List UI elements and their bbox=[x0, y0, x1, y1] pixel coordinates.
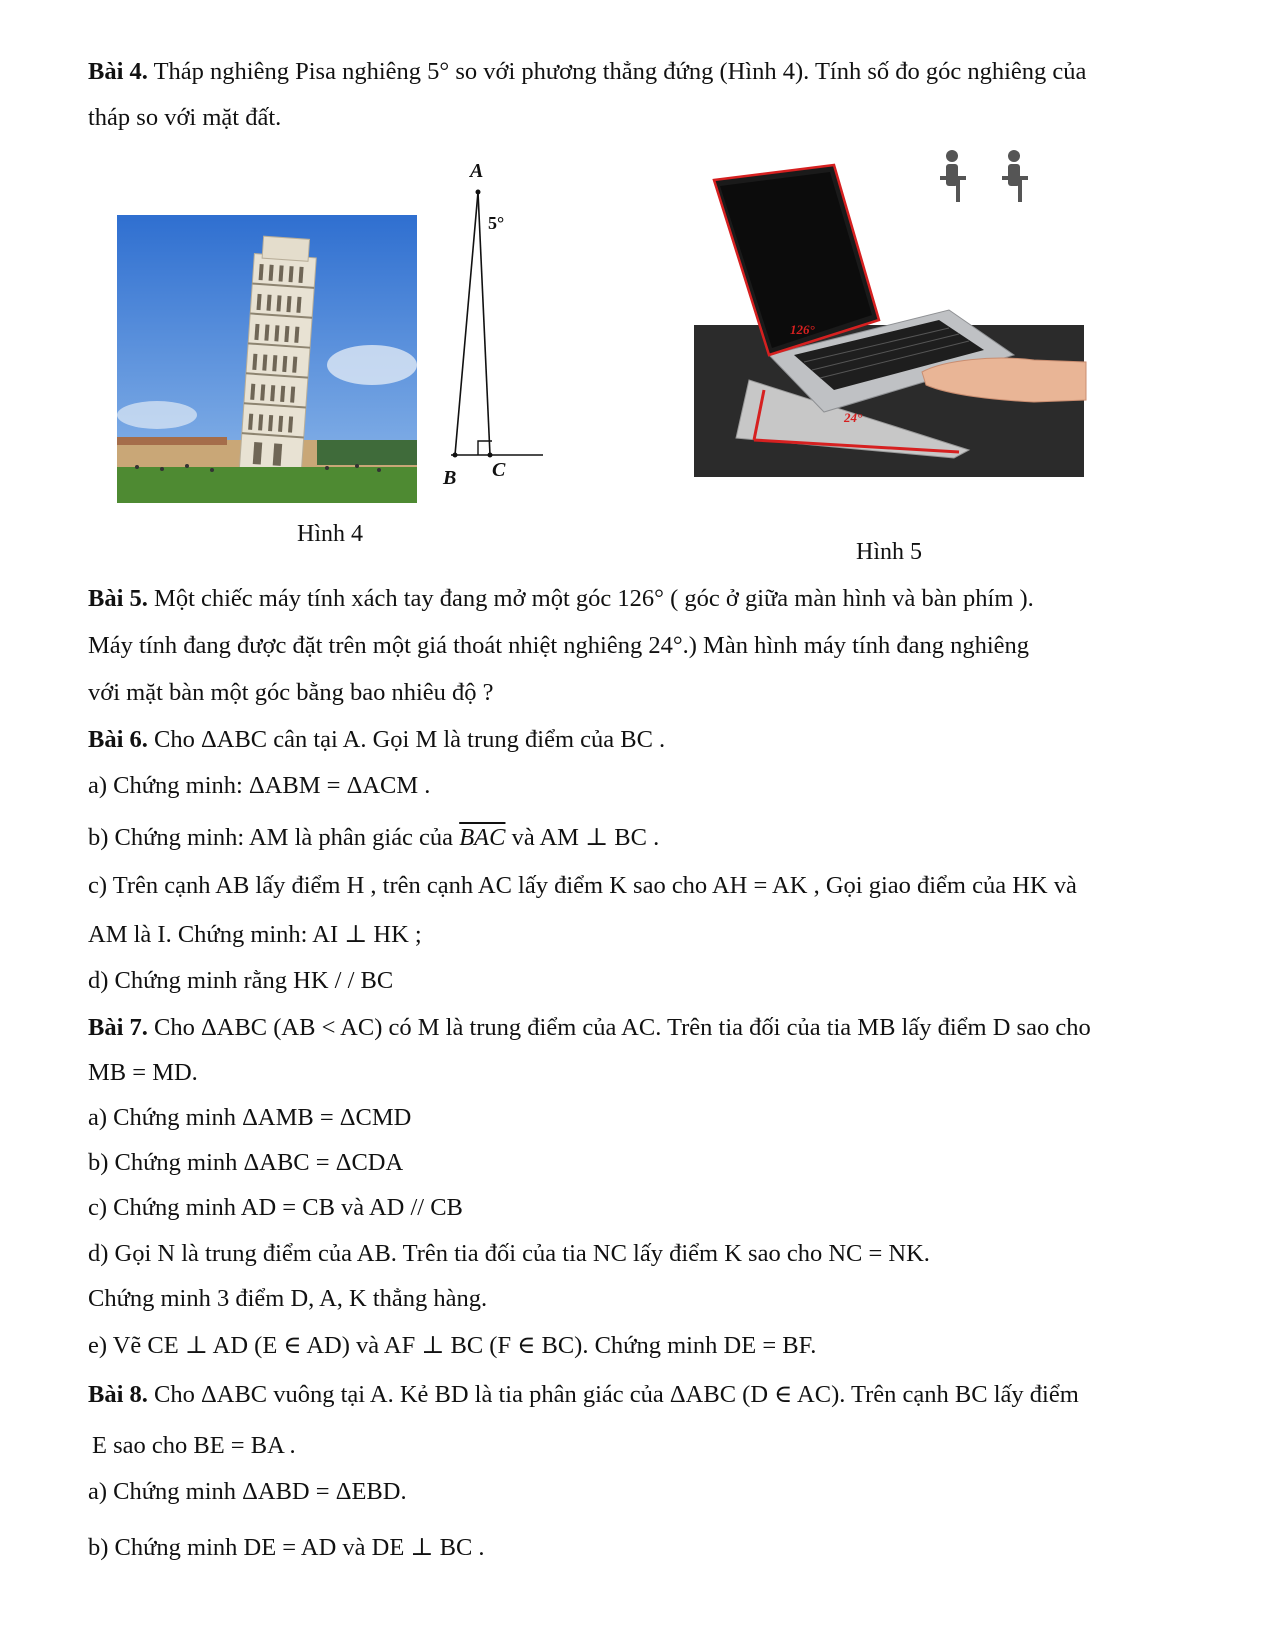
bai8-b: b) Chứng minh DE = AD và DE ⊥ BC . bbox=[88, 1534, 485, 1561]
bai7-label: Bài 7. bbox=[88, 1014, 148, 1041]
bai8-line1 bbox=[88, 1379, 1079, 1409]
bai6-b bbox=[88, 822, 659, 852]
point-c-label: C bbox=[492, 459, 506, 481]
bai4-line2: tháp so với mặt đất. bbox=[88, 104, 282, 131]
bai7-e: e) Vẽ CE ⊥ AD (E ∈ AD) và AF ⊥ BC (F ∈ BC). Chứng minh DE = BF. bbox=[88, 1332, 817, 1359]
bai5-text1: Một chiếc máy tính xách tay đang mở một góc 126° ( góc ở giữa màn hình và bàn phím ). bbox=[147, 585, 1034, 612]
bai7-text1: Cho ΔABC (AB < AC) có M là trung điểm của AC. Trên tia đối của tia MB lấy điểm D sao cho bbox=[147, 1014, 1091, 1041]
bai7-line1 bbox=[88, 1014, 1091, 1042]
bai4-line1 bbox=[88, 58, 1086, 86]
bai4-text-a: Tháp nghiêng Pisa nghiêng bbox=[147, 58, 428, 85]
point-b-label: B bbox=[443, 467, 457, 489]
bai6-b-arc: $\overline{BAC}$ bbox=[459, 824, 506, 851]
bai6-c2: AM là I. Chứng minh: AI ⊥ HK ; bbox=[88, 921, 422, 948]
point-a-label: A bbox=[470, 160, 484, 182]
bai8-line2: E sao cho BE = BA . bbox=[92, 1432, 296, 1459]
bai7-a: a) Chứng minh ΔAMB = ΔCMD bbox=[88, 1104, 412, 1131]
bai8-a: a) Chứng minh ΔABD = ΔEBD. bbox=[88, 1478, 407, 1505]
angle-126-label: 126° bbox=[790, 322, 815, 337]
bai6-label: Bài 6. bbox=[88, 726, 148, 753]
bai4-label: Bài 4. bbox=[88, 58, 148, 85]
bai6-c1: c) Trên cạnh AB lấy điểm H , trên cạnh AC lấy điểm K sao cho AH = AK , Gọi giao điểm của HK và bbox=[88, 872, 1077, 899]
bai4-angle: 5° bbox=[427, 58, 450, 85]
fig4-caption: Hình 4 bbox=[297, 521, 363, 547]
bai7-b: b) Chứng minh ΔABC = ΔCDA bbox=[88, 1149, 404, 1176]
bai6-a: a) Chứng minh: ΔABM = ΔACM . bbox=[88, 772, 431, 799]
bai6-line1 bbox=[88, 726, 665, 754]
angle-5-label: 5° bbox=[488, 213, 505, 233]
bai8-text1: Cho ΔABC vuông tại A. Kẻ BD là tia phân giác của ΔABC (D ∈ AC). Trên cạnh BC lấy điểm bbox=[147, 1381, 1079, 1408]
pisa-tower-photo bbox=[117, 215, 417, 503]
bai5-line3: với mặt bàn một góc bằng bao nhiêu độ ? bbox=[88, 679, 494, 706]
bai8-label: Bài 8. bbox=[88, 1381, 148, 1408]
pisa-diagram bbox=[435, 160, 545, 495]
bai7-line2: MB = MD. bbox=[88, 1059, 198, 1086]
bai6-d: d) Chứng minh rằng HK / / BC bbox=[88, 967, 394, 994]
bai7-d1: d) Gọi N là trung điểm của AB. Trên tia đối của tia NC lấy điểm K sao cho NC = NK. bbox=[88, 1240, 930, 1267]
bai6-b-post: và AM ⊥ BC . bbox=[505, 824, 660, 851]
bai7-d2: Chứng minh 3 điểm D, A, K thẳng hàng. bbox=[88, 1285, 488, 1312]
bai4-text-b: so với phương thẳng đứng (Hình 4). Tính số đo góc nghiêng của bbox=[449, 58, 1087, 85]
bai5-line2: Máy tính đang được đặt trên một giá thoát nhiệt nghiêng 24°.) Màn hình máy tính đang nghiêng bbox=[88, 632, 1030, 659]
bai6-b-pre: b) Chứng minh: AM là phân giác của bbox=[88, 824, 460, 851]
laptop-photo bbox=[694, 150, 1089, 480]
bai6-text1: Cho ΔABC cân tại A. Gọi M là trung điểm của BC . bbox=[147, 726, 666, 753]
bai5-label: Bài 5. bbox=[88, 585, 148, 612]
angle-24-label: 24° bbox=[844, 410, 863, 425]
bai7-c: c) Chứng minh AD = CB và AD // CB bbox=[88, 1194, 463, 1221]
bai5-line1 bbox=[88, 585, 1034, 613]
fig5-caption: Hình 5 bbox=[856, 539, 922, 565]
